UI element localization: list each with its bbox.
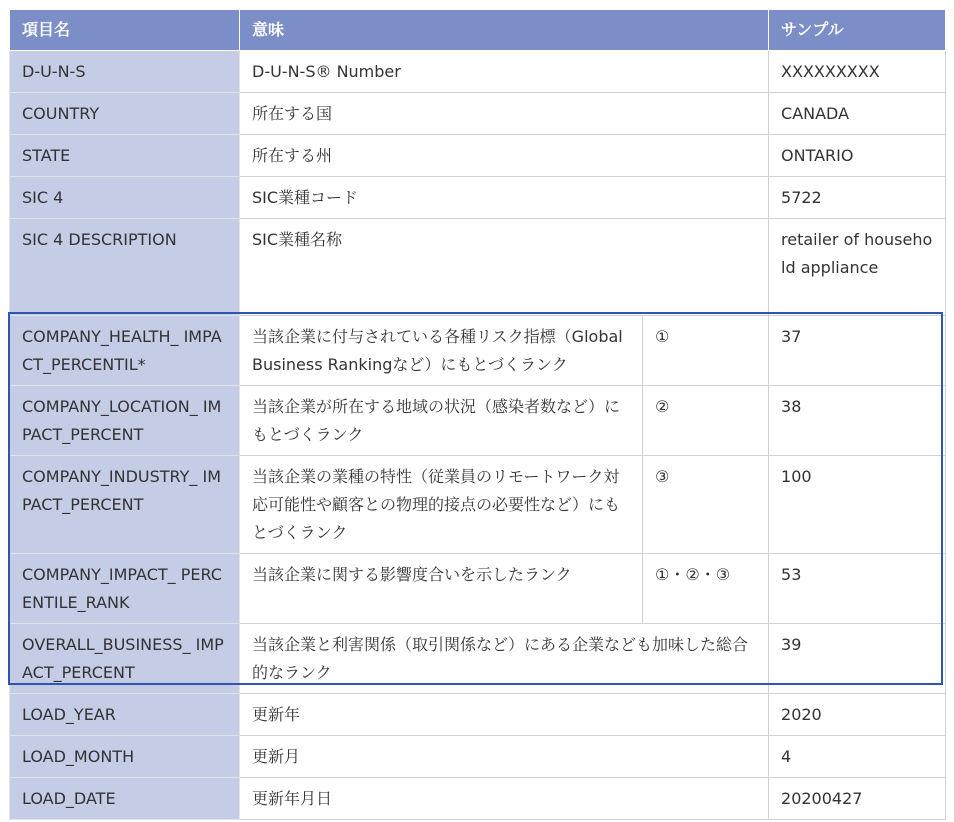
item-cell: COMPANY_LOCATION_ IMPACT_PERCENT	[10, 386, 240, 456]
sample-cell: ONTARIO	[769, 135, 946, 177]
table-row	[10, 386, 946, 456]
item-cell: LOAD_DATE	[10, 778, 240, 820]
meaning-cell: SIC業種コード	[240, 177, 769, 219]
sample-cell: 38	[769, 386, 946, 456]
table-row	[10, 93, 946, 135]
meaning-cell: 当該企業に関する影響度合いを示したランク	[240, 554, 643, 624]
item-cell: LOAD_YEAR	[10, 694, 240, 736]
item-cell: COMPANY_IMPACT_ PERCENTILE_RANK	[10, 554, 240, 624]
mark-cell: ③	[643, 456, 769, 554]
table-header-row	[10, 10, 946, 51]
sample-cell: 39	[769, 624, 946, 694]
item-cell: COUNTRY	[10, 93, 240, 135]
item-cell: D-U-N-S	[10, 51, 240, 93]
header-meaning: 意味	[240, 10, 769, 51]
meaning-cell: SIC業種名称	[240, 219, 769, 316]
table-row	[10, 219, 946, 316]
sample-cell: 2020	[769, 694, 946, 736]
table-row	[10, 694, 946, 736]
meaning-cell: 更新年	[240, 694, 769, 736]
sample-cell: XXXXXXXXX	[769, 51, 946, 93]
sample-cell: 20200427	[769, 778, 946, 820]
table-row	[10, 736, 946, 778]
table-row	[10, 778, 946, 820]
item-cell: COMPANY_HEALTH_ IMPACT_PERCENTIL*	[10, 316, 240, 386]
table-row	[10, 135, 946, 177]
item-cell: STATE	[10, 135, 240, 177]
mark-cell: ①	[643, 316, 769, 386]
table-row	[10, 456, 946, 554]
item-cell: SIC 4	[10, 177, 240, 219]
meaning-cell: 更新月	[240, 736, 769, 778]
sample-cell: CANADA	[769, 93, 946, 135]
meaning-cell: 所在する国	[240, 93, 769, 135]
item-cell: LOAD_MONTH	[10, 736, 240, 778]
header-item: 項目名	[10, 10, 240, 51]
sample-cell: 37	[769, 316, 946, 386]
sample-cell: 4	[769, 736, 946, 778]
item-cell: OVERALL_BUSINESS_ IMPACT_PERCENT	[10, 624, 240, 694]
table-row	[10, 554, 946, 624]
mark-cell: ②	[643, 386, 769, 456]
meaning-cell: 当該企業に付与されている各種リスク指標（Global Business Rankingなど）にもとづくランク	[240, 316, 643, 386]
item-cell: SIC 4 DESCRIPTION	[10, 219, 240, 316]
item-cell: COMPANY_INDUSTRY_ IMPACT_PERCENT	[10, 456, 240, 554]
meaning-cell: 更新年月日	[240, 778, 769, 820]
meaning-cell: 当該企業が所在する地域の状況（感染者数など）にもとづくランク	[240, 386, 643, 456]
meaning-cell: 当該企業の業種の特性（従業員のリモートワーク対応可能性や顧客との物理的接点の必要性など）にもとづくランク	[240, 456, 643, 554]
sample-cell: 100	[769, 456, 946, 554]
table-row	[10, 316, 946, 386]
table-row	[10, 177, 946, 219]
sample-cell: 5722	[769, 177, 946, 219]
field-definition-table	[9, 9, 946, 820]
meaning-cell: D-U-N-S® Number	[240, 51, 769, 93]
meaning-cell: 所在する州	[240, 135, 769, 177]
meaning-cell: 当該企業と利害関係（取引関係など）にある企業なども加味した総合的なランク	[240, 624, 769, 694]
table-row	[10, 624, 946, 694]
table-row	[10, 51, 946, 93]
header-sample: サンプル	[769, 10, 946, 51]
sample-cell: 53	[769, 554, 946, 624]
mark-cell: ①・②・③	[643, 554, 769, 624]
sample-cell: retailer of household appliance	[769, 219, 946, 316]
